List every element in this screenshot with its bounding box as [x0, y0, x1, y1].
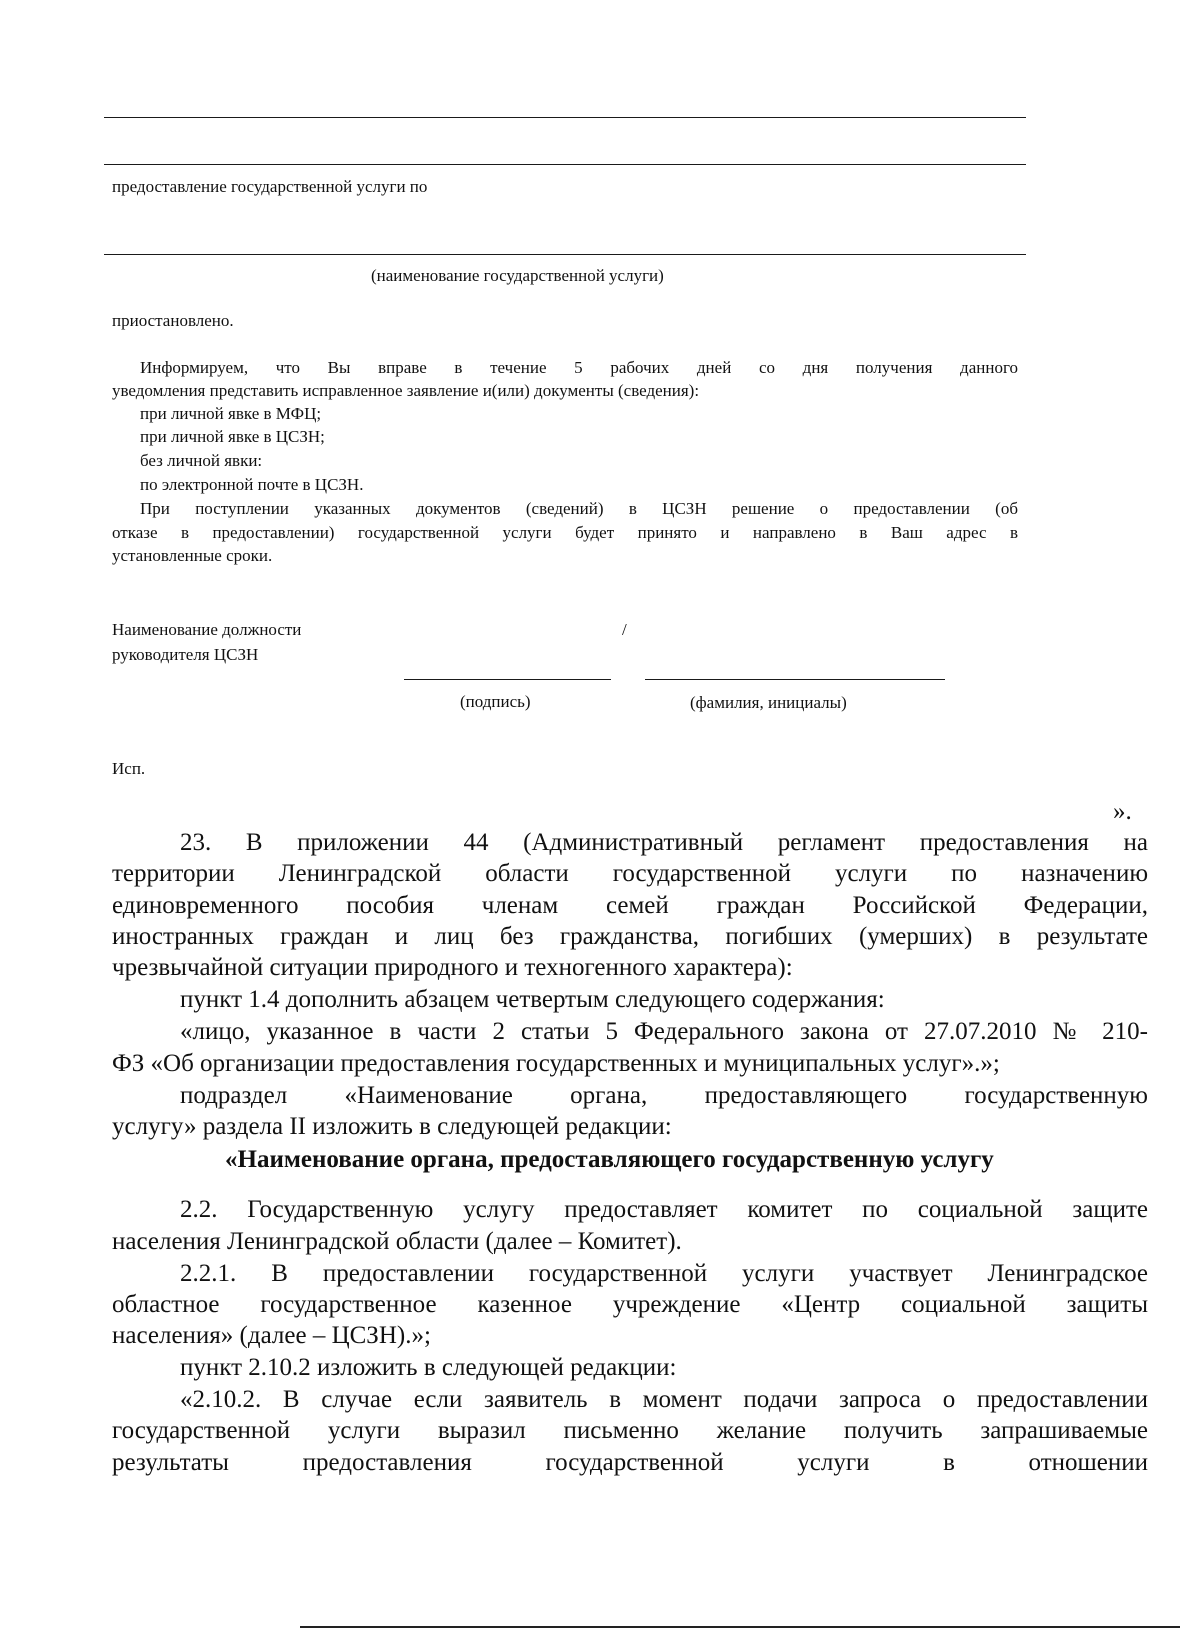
p221-line-3: населения» (далее – ЦСЗН).»; — [112, 1322, 431, 1349]
signature-caption: (подпись) — [460, 692, 531, 711]
subsection-line-2: услугу» раздела II изложить в следующей редакции: — [112, 1113, 672, 1140]
position-title-2: руководителя ЦСЗН — [112, 645, 259, 664]
option-email: по электронной почте в ЦСЗН. — [140, 475, 364, 494]
receipt-line-2: отказе в предоставлении) государственной услуги будет принято и направлено в Ваш адрес в — [112, 523, 1018, 542]
blank-line-2 — [104, 164, 1026, 165]
quote-line-1: «лицо, указанное в части 2 статьи 5 Федерального закона от 27.07.2010 № 210- — [180, 1018, 1148, 1045]
p23-line-1: 23. В приложении 44 (Административный регламент предоставления на — [180, 829, 1148, 856]
blank-line-1 — [104, 117, 1026, 118]
name-caption: (фамилия, инициалы) — [690, 693, 847, 712]
position-title-1: Наименование должности — [112, 620, 302, 639]
scan-bottom-edge — [300, 1626, 1180, 1628]
p2102-line-1: «2.10.2. В случае если заявитель в момент подачи запроса о предоставлении — [180, 1386, 1148, 1413]
p221-line-1: 2.2.1. В предоставлении государственной услуги участвует Ленинградское — [180, 1260, 1148, 1287]
p221-line-2: областное государственное казенное учреждение «Центр социальной защиты — [112, 1291, 1148, 1318]
service-name-line — [104, 254, 1026, 255]
service-name-caption: (наименование государственной услуги) — [371, 266, 664, 285]
closing-quote: ». — [1113, 798, 1132, 825]
p23-line-3: единовременного пособия членам семей граждан Российской Федерации, — [112, 892, 1148, 919]
p23-line-4: иностранных граждан и лиц без гражданства, погибших (умерших) в результате — [112, 923, 1148, 950]
suspended-text: приостановлено. — [112, 311, 234, 330]
receipt-line-1: При поступлении указанных документов (сведений) в ЦСЗН решение о предоставлении (об — [140, 499, 1018, 518]
option-cszn: при личной явке в ЦСЗН; — [140, 427, 325, 446]
option-remote: без личной явки: — [140, 451, 263, 470]
quote-line-2: ФЗ «Об организации предоставления государственных и муниципальных услуг».»; — [112, 1050, 1000, 1077]
signature-slash: / — [622, 620, 627, 639]
p14-text: пункт 1.4 дополнить абзацем четвертым следующего содержания: — [180, 986, 885, 1013]
executor-label: Исп. — [112, 759, 146, 778]
inform-line-2: уведомления представить исправленное заявление и(или) документы (сведения): — [112, 381, 700, 400]
option-mfc: при личной явке в МФЦ; — [140, 404, 322, 423]
service-prefix-text: предоставление государственной услуги по — [112, 177, 428, 196]
section-heading: «Наименование органа, предоставляющего государственную услугу — [225, 1146, 994, 1173]
signature-line — [404, 679, 611, 680]
p23-line-2: территории Ленинградской области государственной услуги по назначению — [112, 860, 1148, 887]
name-line — [645, 679, 945, 680]
p2102-line-3: результаты предоставления государственной услуги в отношении — [112, 1449, 1148, 1476]
p22-line-1: 2.2. Государственную услугу предоставляет комитет по социальной защите — [180, 1196, 1148, 1223]
p22-line-2: населения Ленинградской области (далее – Комитет). — [112, 1228, 682, 1255]
inform-line-1: Информируем, что Вы вправе в течение 5 рабочих дней со дня получения данного — [140, 358, 1018, 377]
subsection-line-1: подраздел «Наименование органа, предоставляющего государственную — [180, 1082, 1148, 1109]
p2102-line-2: государственной услуги выразил письменно желание получить запрашиваемые — [112, 1417, 1148, 1444]
p2102-intro: пункт 2.10.2 изложить в следующей редакции: — [180, 1354, 677, 1381]
p23-line-5: чрезвычайной ситуации природного и техногенного характера): — [112, 954, 793, 981]
receipt-line-3: установленные сроки. — [112, 546, 273, 565]
